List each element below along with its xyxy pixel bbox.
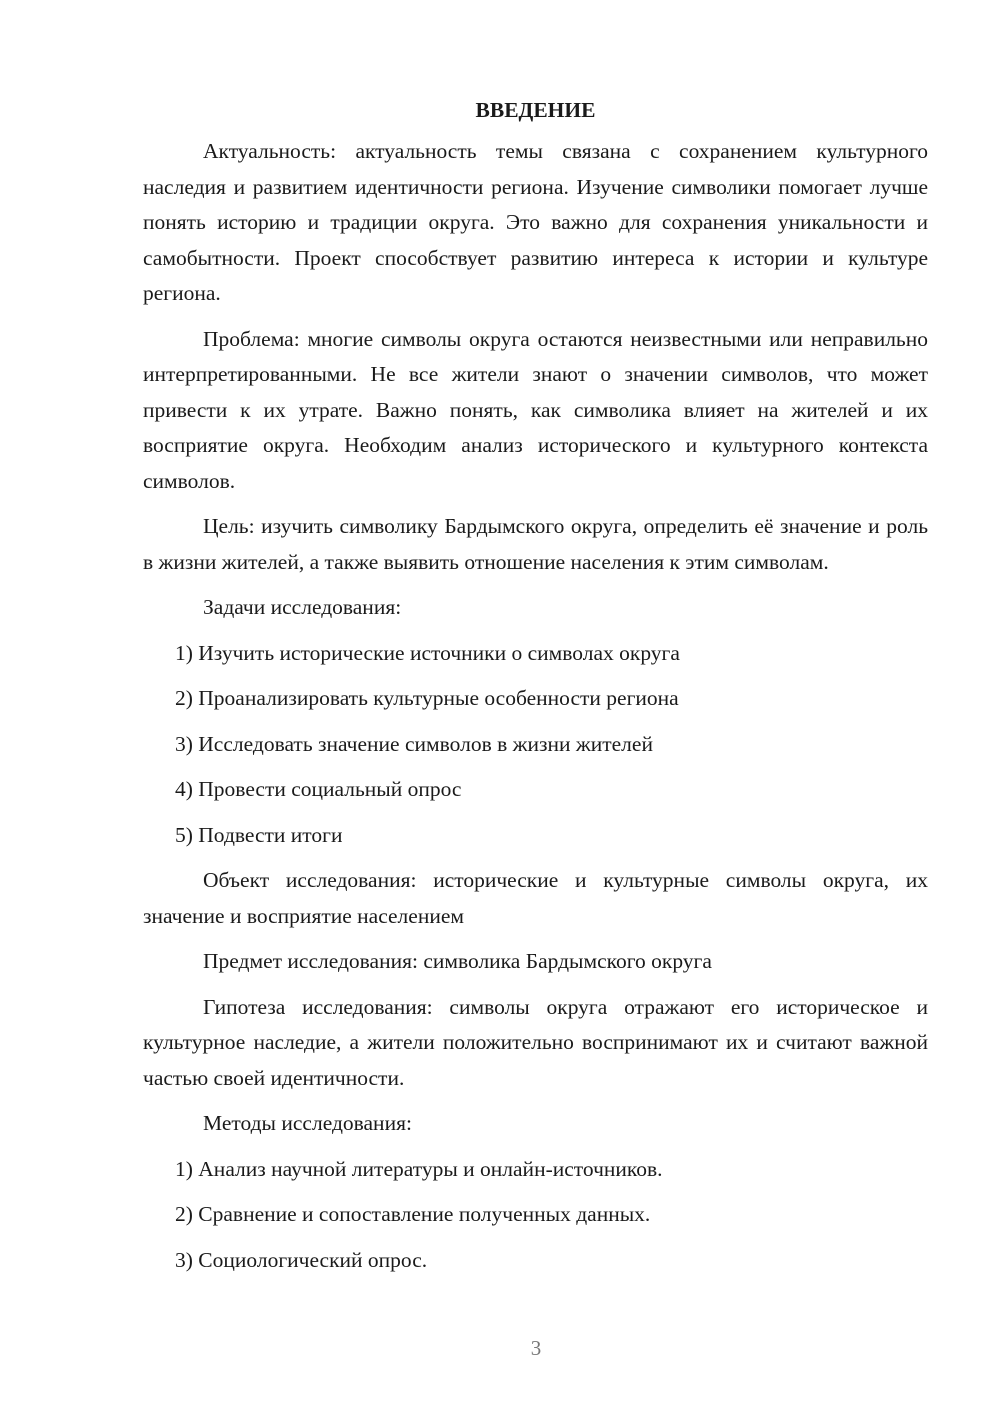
tasks-label: Задачи исследования: — [203, 595, 402, 619]
method-item: 1) Анализ научной литературы и онлайн-источников. — [175, 1156, 663, 1181]
method-item: 3) Социологический опрос. — [175, 1247, 428, 1272]
tasks-list — [143, 636, 928, 854]
paragraph-object: Объект исследования: исторические и культурные символы округа, их значение и восприятие населением — [143, 868, 928, 928]
task-item: 3) Исследовать значение символов в жизни жителей — [175, 731, 653, 756]
page-content — [143, 96, 928, 1288]
paragraph-relevance: Актуальность: актуальность темы связана с сохранением культурного наследия и развитием идентичности региона. Изучение символики помогает лучше понять историю и традиции округа. Это важно для сохранения уникальности и самобытности. Проект способствует развитию интереса к истории и культуре региона. — [143, 139, 928, 305]
method-item: 2) Сравнение и сопоставление полученных данных. — [175, 1202, 651, 1226]
paragraph-problem: Проблема: многие символы округа остаются неизвестными или неправильно интерпретированными. Не все жители знают о значении символов, что может привести к их утрате. Важно понять, как символика влияет на жителей и их восприятие округа. Необходим анализ исторического и культурного контекста символов. — [143, 326, 928, 493]
section-title: ВВЕДЕНИЕ — [475, 98, 596, 122]
task-item: 2) Проанализировать культурные особенности региона — [175, 686, 679, 710]
task-item: 1) Изучить исторические источники о символах округа — [175, 640, 680, 665]
task-item: 5) Подвести итоги — [175, 822, 343, 847]
page-number: 3 — [530, 1336, 542, 1360]
paragraph-subject: Предмет исследования: символика Бардымского округа — [203, 949, 712, 973]
task-item: 4) Провести социальный опрос — [175, 777, 462, 801]
paragraph-goal: Цель: изучить символику Бардымского округа, определить её значение и роль в жизни жителей, а также выявить отношение населения к этим символам. — [143, 514, 928, 574]
methods-list — [143, 1152, 928, 1279]
methods-label: Методы исследования: — [203, 1111, 412, 1135]
paragraph-hypothesis: Гипотеза исследования: символы округа отражают его историческое и культурное наследие, а жители положительно воспринимают их и считают важной частью своей идентичности. — [143, 994, 928, 1090]
